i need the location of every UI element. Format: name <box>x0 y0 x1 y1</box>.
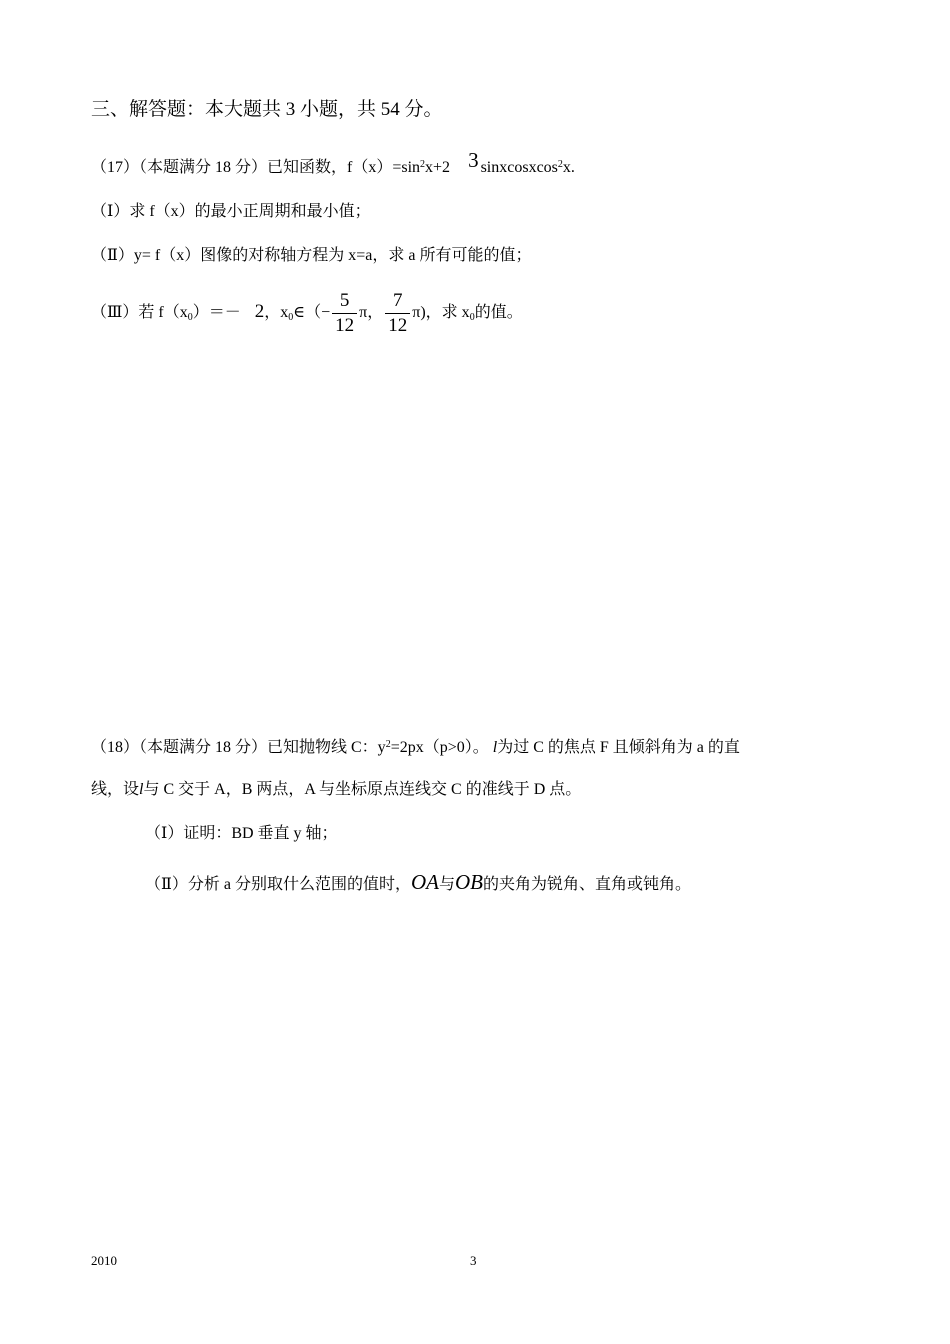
q18-sup: 2 <box>385 739 391 750</box>
q17-part3-pi2: π)，求 x <box>412 304 470 321</box>
q18-line-l: l <box>492 739 498 756</box>
fraction-5-12 <box>332 289 357 338</box>
q17-part3 <box>91 286 523 344</box>
vector-oa: OA <box>410 870 439 894</box>
q18-line2 <box>91 780 581 800</box>
q17-root: 3 <box>468 148 479 172</box>
fraction-7-12 <box>385 289 410 338</box>
q17-part2: （Ⅱ）y= f（x）图像的对称轴方程为 x=a，求 a 所有可能的值； <box>91 247 532 264</box>
q17-end: x. <box>562 159 575 176</box>
section-heading: 三、解答题：本大题共 3 小题，共 54 分。 <box>91 99 443 120</box>
q17-part3-sub1: 0 <box>288 312 294 323</box>
q17-mid: x+2 <box>425 159 451 176</box>
q18-part2c: 的夹角为锐角、直角或钝角。 <box>483 876 692 893</box>
vector-ob: OB <box>455 870 483 894</box>
footer-page-number: 3 <box>470 1253 477 1268</box>
q18-part2a: （Ⅱ）分析 a 分别取什么范围的值时， <box>145 876 411 893</box>
q17-part3-sub2: 0 <box>469 312 475 323</box>
q17-part3-pi1: π， <box>359 304 384 321</box>
q17-head: （17）（本题满分 18 分）已知函数，f（x）=sin <box>91 159 421 176</box>
q17-part3-e: 的值。 <box>474 304 523 321</box>
q17-part3-c: ，x <box>264 304 289 321</box>
q18-l1b: =2px（p>0）。 <box>390 739 489 756</box>
q18-part1: （Ⅰ）证明：BD 垂直 y 轴； <box>145 825 338 842</box>
q17-sup1: 2 <box>420 159 426 170</box>
q17-part1: （Ⅰ）求 f（x）的最小正周期和最小值； <box>91 203 371 220</box>
q17-part3-d: ∈（− <box>293 304 331 321</box>
fraction-numerator: 5 <box>332 289 357 314</box>
q18-part2b: 与 <box>438 876 455 893</box>
fraction-denominator: 12 <box>388 314 408 336</box>
q17-part3-b: ）＝－ <box>192 304 241 321</box>
q17-part3-a: （Ⅲ）若 f（x <box>91 304 188 321</box>
q18-l1a: （18）（本题满分 18 分）已知抛物线 C：y <box>91 739 386 756</box>
q18-l1d: 为过 C 的焦点 F 且倾斜角为 a 的直 <box>497 739 740 756</box>
q18-l2a: 线，设 <box>91 781 140 798</box>
q17-sup2: 2 <box>557 159 563 170</box>
q17-part3-two: 2 <box>254 301 265 322</box>
q18-line-l2: l <box>139 781 144 798</box>
fraction-denominator: 12 <box>335 314 355 336</box>
footer-year: 2010 <box>91 1253 117 1268</box>
q17-part3-sub0: 0 <box>187 312 193 323</box>
q17-tail: sinxcosxcos <box>480 159 558 176</box>
q18-part2 <box>145 872 691 895</box>
q17-statement <box>91 148 575 178</box>
fraction-numerator: 7 <box>385 289 410 314</box>
q18-l2c: 与 C 交于 A，B 两点，A 与坐标原点连线交 C 的准线于 D 点。 <box>143 781 582 798</box>
q18-line1 <box>91 735 740 758</box>
